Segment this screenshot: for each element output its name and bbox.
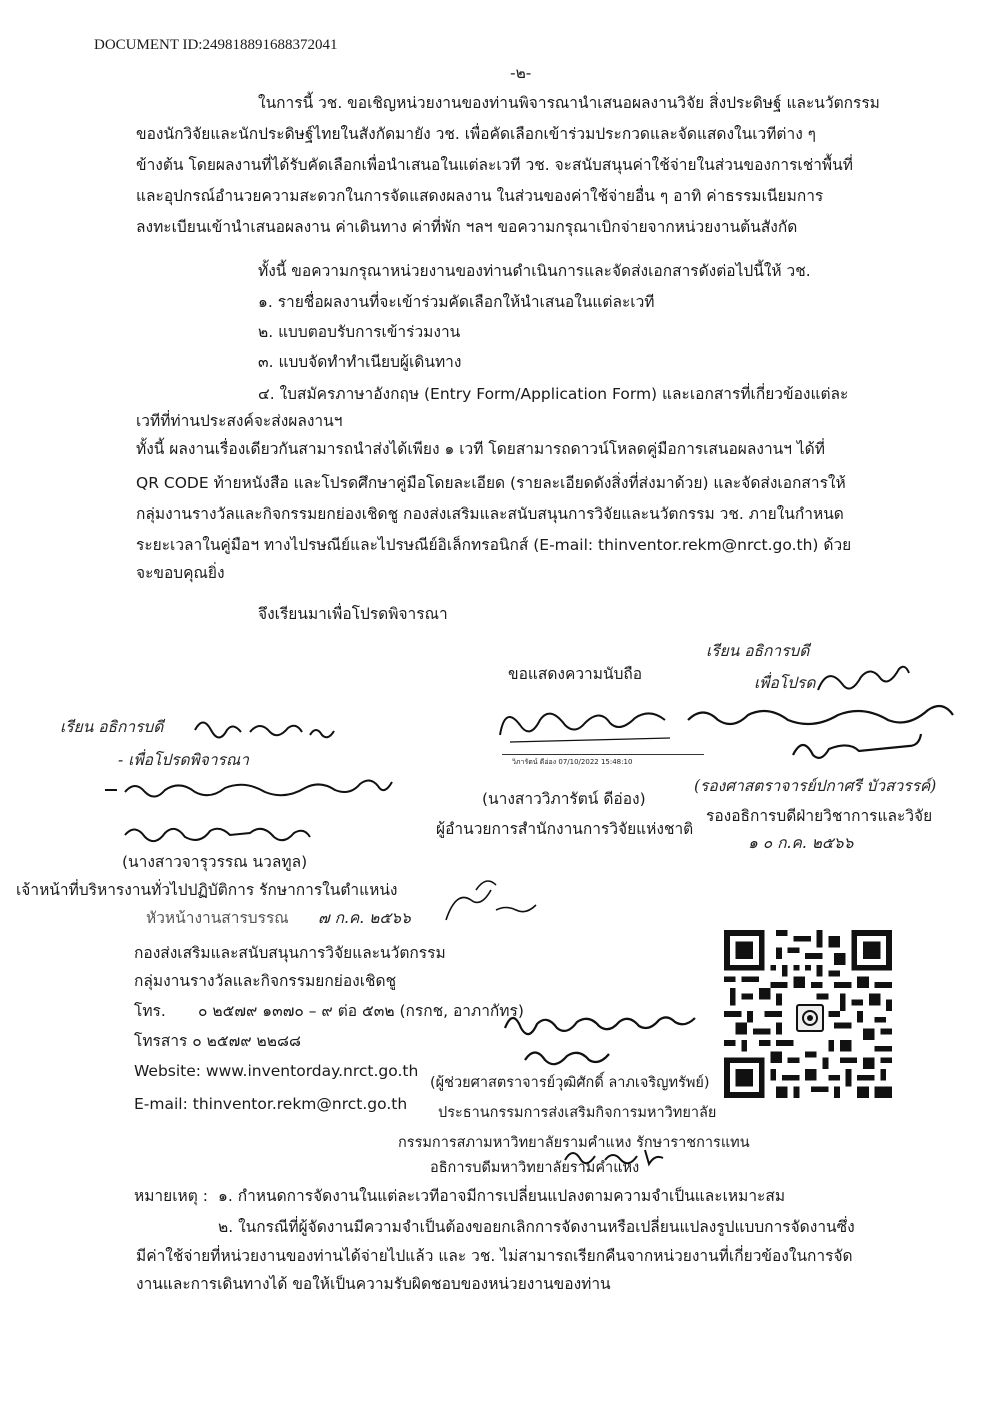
list-item: ๑. รายชื่อผลงานที่จะเข้าร่วมคัดเลือกให้นำเสนอในแต่ละเวที <box>258 293 655 311</box>
asst-date-scribble <box>560 1140 670 1170</box>
list-item: ๓. แบบจัดทำทำเนียบผู้เดินทาง <box>258 353 462 371</box>
staff-title: เจ้าหน้าที่บริหารงานทั่วไปปฏิบัติการ รักษาการในตำแหน่ง <box>16 881 398 899</box>
memo-line2: - เพื่อโปรดพิจารณา <box>118 751 249 769</box>
list-item: ๔. ใบสมัครภาษาอังกฤษ (Entry Form/Application Form) และเอกสารที่เกี่ยวข้องแต่ละ <box>258 385 849 403</box>
remarks-label: หมายเหตุ : <box>134 1187 208 1205</box>
contact-website: Website: www.inventorday.nrct.go.th <box>134 1062 419 1080</box>
staff-title-2: หัวหน้างานสารบรรณ <box>146 909 289 927</box>
para3-line3: กลุ่มงานรางวัลและกิจกรรมยกย่องเชิดชู กองส่งเสริมและสนับสนุนการวิจัยและนวัตกรรม วช. ภายในกำหนด <box>136 505 844 523</box>
staff-initials-scribble <box>436 870 556 930</box>
handwritten-note-vp-line1: เรียน อธิการบดี <box>706 642 810 660</box>
page-number: -๒- <box>510 64 532 82</box>
contact-email: E-mail: thinventor.rekm@nrct.go.th <box>134 1095 408 1113</box>
para2-intro: ทั้งนี้ ขอความกรุณาหน่วยงานของท่านดำเนินการและจัดส่งเอกสารดังต่อไปนี้ให้ วช. <box>258 262 811 280</box>
para1-line1: ในการนี้ วช. ขอเชิญหน่วยงานของท่านพิจารณานำเสนอผลงานวิจัย สิ่งประดิษฐ์ และนวัตกรรม <box>258 94 880 112</box>
para1-line3: ข้างต้น โดยผลงานที่ได้รับคัดเลือกเพื่อนำเสนอในแต่ละเวที วช. จะสนับสนุนค่าใช้จ่ายในส่วนของการเช่าพื้นที่ <box>136 156 853 174</box>
list-item: ๒. แบบตอบรับการเข้าร่วมงาน <box>258 323 461 341</box>
asst-title-3: อธิการบดีมหาวิทยาลัยรามคำแหง <box>430 1160 640 1176</box>
para1-line2: ของนักวิจัยและนักประดิษฐ์ไทยในสังกัดมายัง วช. เพื่อคัดเลือกเข้าร่วมประกวดและจัดแสดงในเวทีต่าง ๆ <box>136 125 817 143</box>
memo-line1: เรียน อธิการบดี <box>60 718 164 736</box>
memo-scribble-2 <box>100 772 420 806</box>
asst-name: (ผู้ช่วยศาสตราจารย์วุฒิศักดิ์ ลาภเจริญทรัพย์) <box>430 1075 710 1091</box>
e-sign-caption: วิภารัตน์ ดีอ่อง 07/10/2022 15:48:10 <box>512 758 633 766</box>
remarks-item2-line3: งานและการเดินทางได้ ขอให้เป็นความรับผิดชอบของหน่วยงานของท่าน <box>136 1275 611 1293</box>
signer-title: ผู้อำนวยการสำนักงานการวิจัยแห่งชาติ <box>436 820 694 838</box>
staff-signature <box>120 820 320 850</box>
closing-request: จึงเรียนมาเพื่อโปรดพิจารณา <box>258 605 448 623</box>
list-item-continued: เวทีที่ท่านประสงค์จะส่งผลงานฯ <box>136 412 343 430</box>
remarks-item2-line1: ๒. ในกรณีที่ผู้จัดงานมีความจำเป็นต้องขอยกเลิกการจัดงานหรือเปลี่ยนแปลงรูปแบบการจัดงานซึ่ง <box>218 1218 855 1236</box>
memo-scribble <box>190 710 370 750</box>
signer-name: (นางสาววิภารัตน์ ดีอ่อง) <box>482 790 646 808</box>
regards: ขอแสดงความนับถือ <box>508 665 643 683</box>
para1-line5: ลงทะเบียนเข้านำเสนอผลงาน ค่าเดินทาง ค่าที่พัก ฯลฯ ขอความกรุณาเบิกจ่ายจากหน่วยงานต้นสังกัด <box>136 218 798 236</box>
contact-fax: โทรสาร ๐ ๒๕๗๙ ๒๒๘๘ <box>134 1032 301 1050</box>
asst-title-1: ประธานกรรมการส่งเสริมกิจการมหาวิทยาลัย <box>438 1105 717 1121</box>
para3-line5: จะขอบคุณยิ่ง <box>136 564 225 582</box>
handwritten-note-vp-line2: เพื่อโปรด <box>754 674 816 692</box>
asst-title-2: กรรมการสภามหาวิทยาลัยรามคำแหง รักษาราชการแทน <box>398 1135 750 1151</box>
remarks-item2-line2: มีค่าใช้จ่ายที่หน่วยงานของท่านได้จ่ายไปแล้ว และ วช. ไม่สามารถเรียกคืนจากหน่วยงานที่เกี่ยวข้องในการจัด <box>136 1247 853 1265</box>
para3-line4: ระยะเวลาในคู่มือฯ ทางไปรษณีย์และไปรษณีย์อิเล็กทรอนิกส์ (E-mail: thinventor.rekm@nrct.go.th) ด้วย <box>136 536 852 554</box>
e-sign-underline <box>502 754 704 755</box>
contact-phone: ๐ ๒๕๗๙ ๑๓๗๐ – ๙ ต่อ ๕๓๒ (กรกช, อาภากัทร) <box>198 1002 524 1020</box>
director-signature <box>490 700 690 750</box>
vp-name: (รองศาสตราจารย์ปกาศรี บัวสวรรค์) <box>694 777 937 795</box>
contact-group: กลุ่มงานรางวัลและกิจกรรมยกย่องเชิดชู <box>134 972 397 990</box>
contact-dept: กองส่งเสริมและสนับสนุนการวิจัยและนวัตกรรม <box>134 944 446 962</box>
para1-line4: และอุปกรณ์อำนวยความสะดวกในการจัดแสดงผลงาน ในส่วนของค่าใช้จ่ายอื่น ๆ อาทิ ค่าธรรมเนียมการ <box>136 187 824 205</box>
staff-name: (นางสาวจารุวรรณ นวลทูล) <box>122 853 308 871</box>
vp-handwritten-note-scribble <box>683 650 983 780</box>
remarks-item1: ๑. กำหนดการจัดงานในแต่ละเวทีอาจมีการเปลี่ยนแปลงตามความจำเป็นและเหมาะสม <box>218 1187 786 1205</box>
qr-code-icon <box>724 930 892 1098</box>
vp-title: รองอธิการบดีฝ่ายวิชาการและวิจัย <box>706 807 933 825</box>
staff-date: ๗ ก.ค. ๒๕๖๖ <box>318 909 411 927</box>
vp-date: ๑ ๐ ก.ค. ๒๕๖๖ <box>748 834 854 852</box>
para3-line1: ทั้งนี้ ผลงานเรื่องเดียวกันสามารถนำส่งได้เพียง ๑ เวที โดยสามารถดาวน์โหลดคู่มือการเสนอผลงานฯ ได้ที่ <box>136 440 825 458</box>
contact-phone-label: โทร. <box>134 1002 166 1020</box>
para3-line2: QR CODE ท้ายหนังสือ และโปรดศึกษาคู่มือโดยละเอียด (รายละเอียดดังสิ่งที่ส่งมาด้วย) และจัดส่งเอกสารให้ <box>136 474 846 492</box>
university-seal-icon <box>796 1004 824 1032</box>
document-id: DOCUMENT ID:249818891688372041 <box>94 37 338 53</box>
asst-handwritten-note <box>500 1000 730 1070</box>
